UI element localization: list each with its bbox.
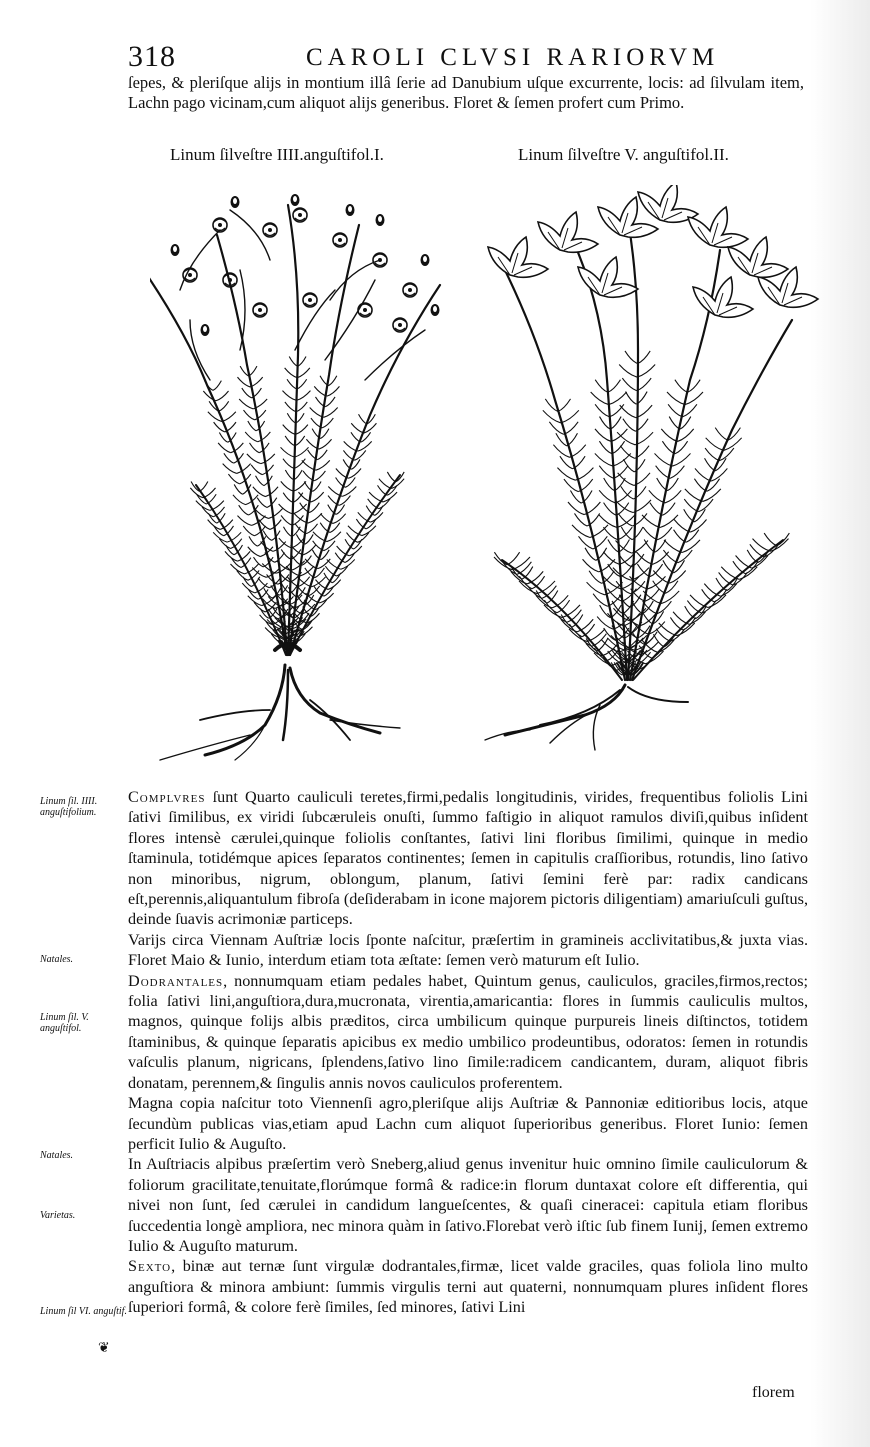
paragraph-description-vi: Sexto, binæ aut ternæ ſunt virgulæ dodrantales,firmæ, licet valde graciles, quas foliola lino multo anguſtiora & minora ambiunt: ſummis virgulis terni aut quaterni, nonnumquam plures inſident flores ſuperiori formâ, & colore ferè ſimiles, ſed minores, ſativi Lini	[128, 1257, 808, 1317]
plant-woodcut-left	[150, 180, 470, 770]
running-title: CAROLI CLVSI RARIORVM	[306, 44, 720, 71]
paragraph-habitat-v: Magna copia naſcitur toto Viennenſi agro,pleriſque alijs Auſtriæ & Pannoniæ editioribus locis, atque ſecundùm publicas vias,etiam apud Lachn cum aliquot ſuperioribus generibus. Floret Iunio: ſemen perficit Iulio & Auguſto.	[128, 1094, 808, 1153]
figure-caption-right: Linum ſilveſtre V. anguſtifol.II.	[518, 145, 729, 164]
margin-note-linum-v: Linum ſil. V. anguſtifol.	[40, 1012, 89, 1034]
paragraph-habitat-iiii: Varijs circa Viennam Auſtriæ locis ſponte naſcitur, præſertim in gramineis acclivitatibus,& juxta vias. Floret Maio & Iunio, interdum etiam tota æſtate: ſemen verò maturum eſt Iulio.	[128, 930, 808, 970]
margin-note-linum-vi: Linum ſil VI. anguſtif.	[40, 1306, 127, 1317]
margin-note-natales-2: Natales.	[40, 1150, 74, 1161]
paragraph-description-v: Dodrantales, nonnumquam etiam pedales habet, Quintum genus, cauliculos, graciles,firmos,rectos; folia ſativi lini,anguſtiora,dura,mucronata, virentia,amaricantia: flores in ſummis cauliculis multos, magnos, quinque folijs albis præditos, circa umbilicum quinque purpureis lineis diſtinctos, totidem ſtaminibus, & quinque ſeparatis apicibus ex medio umbilico prodeuntibus, odoratos: ſemen in rotundis vaſculis planum, nigricans, ſplendens,ſativo lino ſimile:radicem candicantem, duram, aliquot fibris donatam, perennem,& ſingulis annis novos cauliculos proferentem.	[128, 971, 808, 1092]
pilcrow-ornament-icon: ❦	[98, 1341, 110, 1356]
page-number: 318	[128, 40, 176, 73]
figure-caption-left: Linum ſilveſtre IIII.anguſtifol.I.	[170, 145, 384, 164]
continued-text: ſepes, & pleriſque alijs in montium illâ ſerie ad Danubium uſque excurrente, locis: ad ſilvulam item, Lachn pago vicinam,cum aliquot alijs generibus. Floret & ſemen profert cum Primo.	[128, 73, 804, 112]
main-text	[128, 787, 808, 1318]
paragraph-variety: In Auſtriacis alpibus præſertim verò Sneberg,aliud genus invenitur huic omnino ſimile cauliculorum & foliorum gracilitate,tenuitate,florúmque formâ & radice:in florum duntaxat colore eſt differentia, qui nivei non ſunt, ſed cærulei in candidum langueſcentes, & quaſi cineracei: capitula etiam floribus ſuccedentia longè ampliora, nec minora quàm in ſativo.Florebat verò iſtic ſub finem Iunij, ſemen extremo Iulio & Auguſto maturum.	[128, 1155, 808, 1255]
margin-note-linum-iiii: Linum ſil. IIII. anguſtifolium.	[40, 796, 98, 818]
catchword: florem	[752, 1384, 795, 1401]
paragraph-description-iiii: Complvres ſunt Quarto cauliculi teretes,firmi,pedalis longitudinis, virides, frequentibus foliolis Lini ſativi ſimilibus, ex viridi ſubcæruleis onuſti, ſummo faſtigio in aliquot ramulos diviſi,quibus inſident flores intensè cærulei,quinque foliolis conſtantes, ſativi lini floribus ſimilimi, quinque in medio ſtaminula, totidémque apices ſeparatos continentes; ſemen in capitulis craſſioribus, rotundis, lino ſativo non minoribus, nigrum, oblongum, planum, ſativi ſemini ferè par: radix candicans eſt,perennis,aliquantulum fibroſa (deſiderabam in icone majorem pictoris diligentiam) amariuſculi guſtus, deinde ſuavis acrimoniæ particeps.	[128, 788, 808, 929]
margin-note-varietas: Varietas.	[40, 1210, 76, 1221]
margin-note-natales-1: Natales.	[40, 954, 74, 965]
plant-woodcut-right	[470, 185, 820, 775]
